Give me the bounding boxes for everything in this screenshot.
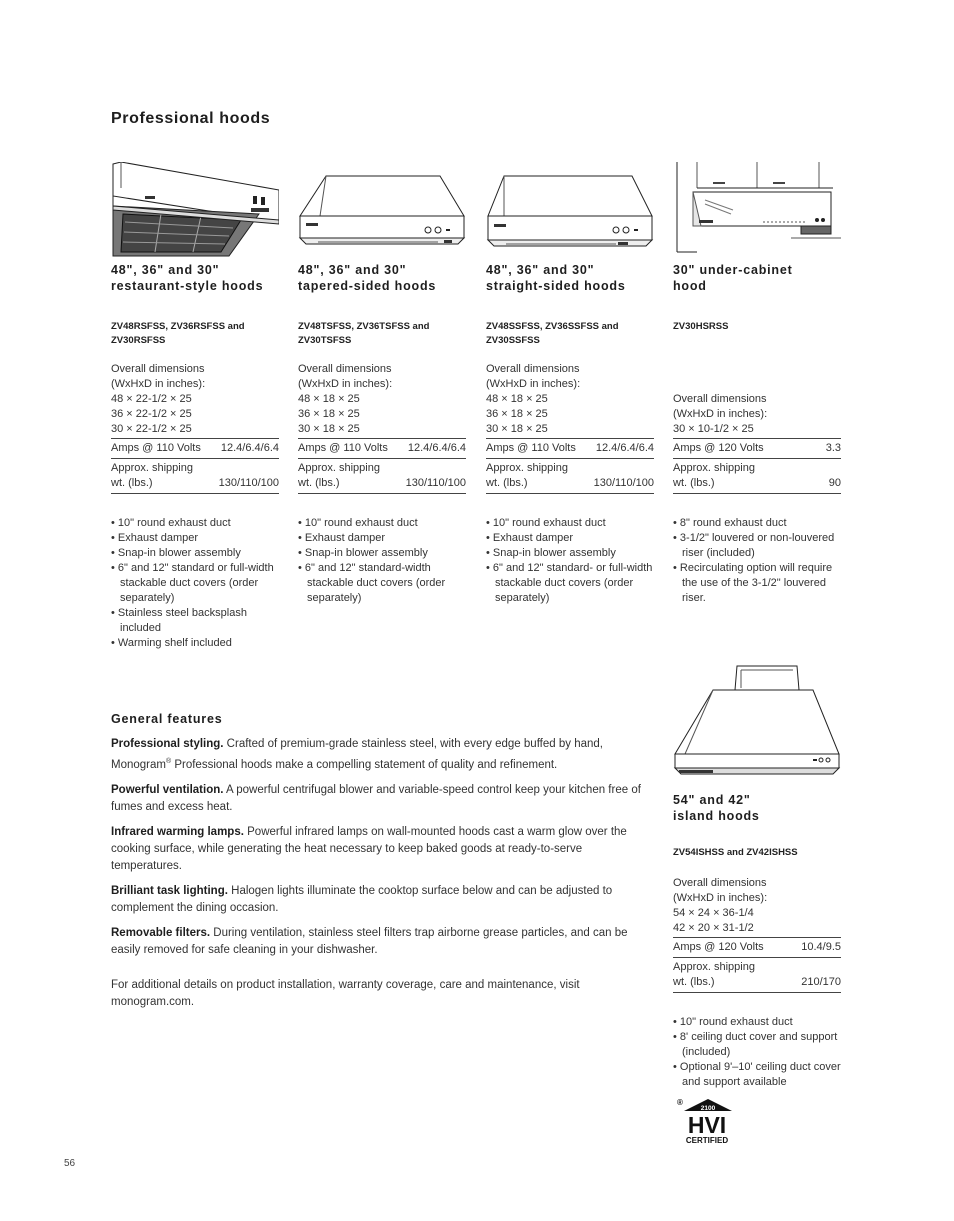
dim-line: 48 × 22-1/2 × 25 <box>111 393 192 405</box>
shipping-row <box>673 958 841 993</box>
dimensions <box>486 362 654 439</box>
feature-item: • 6" and 12" standard or full-width stackable duct covers (order separately) <box>111 561 279 606</box>
amps-row <box>298 439 466 459</box>
logo-name: HVI <box>687 1112 727 1138</box>
feature-list <box>486 516 654 606</box>
feature-text: Crafted of premium-grade stainless steel, with every edge buffed by hand, Monogram <box>111 738 603 771</box>
shipping-row <box>298 459 466 494</box>
dimensions <box>673 392 841 439</box>
amps-label: Amps @ 120 Volts <box>673 442 764 454</box>
feature-item: • Exhaust damper <box>298 531 466 546</box>
feature-text: Professional hoods make a compelling statement of quality and refinement. <box>171 758 558 771</box>
feature-paragraph <box>111 925 656 959</box>
feature-item: • Optional 9'–10' ceiling duct cover and support available <box>673 1060 841 1090</box>
registered-mark: ® <box>165 758 172 765</box>
model-numbers: ZV48TSFSS, ZV36TSFSS and ZV30TSFSS <box>298 321 430 346</box>
feature-item: • Snap-in blower assembly <box>298 546 466 561</box>
straight-hood-illustration <box>486 162 654 258</box>
feature-paragraph <box>111 736 656 774</box>
shipping-label: Approx. shipping wt. (lbs.) <box>486 462 568 489</box>
dimensions <box>673 876 841 938</box>
feature-item: • 10" round exhaust duct <box>111 516 279 531</box>
dim-line: 36 × 18 × 25 <box>298 408 360 420</box>
dim-line: 30 × 10-1/2 × 25 <box>673 422 841 439</box>
dim-line: 48 × 18 × 25 <box>298 393 360 405</box>
dims-label: Overall dimensions <box>298 363 392 375</box>
restaurant-hood-illustration <box>111 162 279 258</box>
dims-unit: (WxHxD in inches): <box>673 892 768 904</box>
feature-label: Removable filters. <box>111 926 211 939</box>
amps-row <box>673 938 841 958</box>
feature-text: Powerful infrared lamps on wall-mounted hoods cast a warm glow over the cooking surface, while generating the heat necessary to keep baked goods at ready-to-serve temperatures. <box>111 825 627 872</box>
feature-text: During ventilation, stainless steel filters trap airborne grease particles, and can be easily removed for safe cleaning in your dishwasher. <box>111 926 628 956</box>
feature-item: • 6" and 12" standard- or full-width stackable duct covers (order separately) <box>486 561 654 606</box>
shipping-value: 90 <box>828 477 841 489</box>
dims-unit: (WxHxD in inches): <box>486 378 581 390</box>
amps-value: 10.4/9.5 <box>801 941 841 953</box>
hvi-certified-logo <box>676 1097 740 1150</box>
shipping-value: 210/170 <box>801 976 841 988</box>
dim-line: 30 × 18 × 25 <box>298 422 466 439</box>
logo-number: 2100 <box>700 1105 716 1112</box>
feature-item: • 10" round exhaust duct <box>673 1015 841 1030</box>
feature-list <box>111 516 279 651</box>
page-title: Professional hoods <box>111 110 271 127</box>
amps-row <box>486 439 654 459</box>
amps-value: 12.4/6.4/6.4 <box>595 442 654 454</box>
feature-item: • Stainless steel backsplash included <box>111 606 279 636</box>
tapered-hood-illustration <box>298 162 466 258</box>
dim-line: 30 × 18 × 25 <box>486 422 654 439</box>
dim-line: 54 × 24 × 36-1/4 <box>673 907 754 919</box>
logo-subtext: CERTIFIED <box>685 1136 729 1145</box>
dim-line: 48 × 18 × 25 <box>486 393 548 405</box>
feature-item: • Exhaust damper <box>111 531 279 546</box>
product-restaurant-style <box>111 162 279 651</box>
feature-item: • 3-1/2" louvered or non-louvered riser (included) <box>673 531 841 561</box>
footer-note: For additional details on product installation, warranty coverage, care and maintenance, visit monogram.com. <box>111 979 580 1008</box>
dim-line: 36 × 22-1/2 × 25 <box>111 408 192 420</box>
dim-line: 36 × 18 × 25 <box>486 408 548 420</box>
product-title: 54" and 42" island hoods <box>673 793 760 823</box>
feature-item: • 10" round exhaust duct <box>298 516 466 531</box>
feature-item: • Exhaust damper <box>486 531 654 546</box>
model-numbers: ZV30HSRSS <box>673 321 729 332</box>
amps-label: Amps @ 110 Volts <box>486 442 576 454</box>
amps-value: 3.3 <box>825 442 841 454</box>
logo-registered-mark: ® <box>677 1098 683 1107</box>
product-title: 48", 36" and 30" tapered-sided hoods <box>298 263 437 293</box>
dimensions <box>111 362 279 439</box>
dimensions <box>298 362 466 439</box>
amps-label: Amps @ 110 Volts <box>298 442 388 454</box>
feature-label: Powerful ventilation. <box>111 783 224 796</box>
feature-item: • Warming shelf included <box>111 636 279 651</box>
shipping-label: Approx. shipping wt. (lbs.) <box>673 462 755 489</box>
dims-unit: (WxHxD in inches): <box>111 378 206 390</box>
amps-value: 12.4/6.4/6.4 <box>407 442 466 454</box>
feature-list <box>673 1015 841 1090</box>
amps-row <box>111 439 279 459</box>
feature-paragraph <box>111 782 656 816</box>
island-hood-illustration <box>673 664 841 788</box>
feature-item: • 6" and 12" standard-width stackable duct covers (order separately) <box>298 561 466 606</box>
feature-item: • Recirculating option will require the use of the 3-1/2" louvered riser. <box>673 561 841 606</box>
dim-line: 42 × 20 × 31-1/2 <box>673 921 841 938</box>
under-cabinet-hood-illustration <box>673 162 841 258</box>
feature-text: A powerful centrifugal blower and variable-speed control keep your kitchen free of fumes and excess heat. <box>111 783 641 813</box>
amps-label: Amps @ 120 Volts <box>673 941 764 953</box>
shipping-value: 130/110/100 <box>593 477 654 489</box>
product-title: 30" under-cabinet hood <box>673 263 793 293</box>
feature-label: Brilliant task lighting. <box>111 884 228 897</box>
dims-label: Overall dimensions <box>673 393 767 405</box>
feature-paragraph <box>111 883 656 917</box>
feature-item: • 8" round exhaust duct <box>673 516 841 531</box>
feature-item: • Snap-in blower assembly <box>111 546 279 561</box>
feature-list <box>298 516 466 606</box>
feature-item: • 8' ceiling duct cover and support (included) <box>673 1030 841 1060</box>
dims-label: Overall dimensions <box>673 877 767 889</box>
feature-paragraph <box>111 824 656 875</box>
shipping-label: Approx. shipping wt. (lbs.) <box>111 462 193 489</box>
model-numbers: ZV48RSFSS, ZV36RSFSS and ZV30RSFSS <box>111 321 245 346</box>
shipping-label: Approx. shipping wt. (lbs.) <box>298 462 380 489</box>
feature-text: Halogen lights illuminate the cooktop surface below and can be adjusted to complement the dining occasion. <box>111 884 613 914</box>
dims-label: Overall dimensions <box>111 363 205 375</box>
product-under-cabinet <box>673 162 841 606</box>
page-number: 56 <box>64 1158 76 1169</box>
feature-list <box>673 516 841 606</box>
dims-label: Overall dimensions <box>486 363 580 375</box>
shipping-label: Approx. shipping wt. (lbs.) <box>673 961 755 988</box>
general-features-heading: General features <box>111 712 223 726</box>
dim-line: 30 × 22-1/2 × 25 <box>111 422 279 439</box>
product-title: 48", 36" and 30" straight-sided hoods <box>486 263 626 293</box>
model-numbers: ZV54ISHSS and ZV42ISHSS <box>673 847 798 858</box>
product-tapered-sided <box>298 162 466 606</box>
feature-label: Infrared warming lamps. <box>111 825 244 838</box>
amps-value: 12.4/6.4/6.4 <box>220 442 279 454</box>
feature-item: • 10" round exhaust duct <box>486 516 654 531</box>
general-features <box>111 712 656 967</box>
product-straight-sided <box>486 162 654 606</box>
shipping-row <box>486 459 654 494</box>
shipping-row <box>673 459 841 494</box>
product-title: 48", 36" and 30" restaurant-style hoods <box>111 263 264 293</box>
shipping-value: 130/110/100 <box>218 477 279 489</box>
dims-unit: (WxHxD in inches): <box>673 408 768 420</box>
dims-unit: (WxHxD in inches): <box>298 378 393 390</box>
amps-row <box>673 439 841 459</box>
feature-item: • Snap-in blower assembly <box>486 546 654 561</box>
shipping-value: 130/110/100 <box>405 477 466 489</box>
shipping-row <box>111 459 279 494</box>
model-numbers: ZV48SSFSS, ZV36SSFSS and ZV30SSFSS <box>486 321 619 346</box>
product-island <box>673 664 841 1090</box>
feature-label: Professional styling. <box>111 738 224 750</box>
amps-label: Amps @ 110 Volts <box>111 442 201 454</box>
